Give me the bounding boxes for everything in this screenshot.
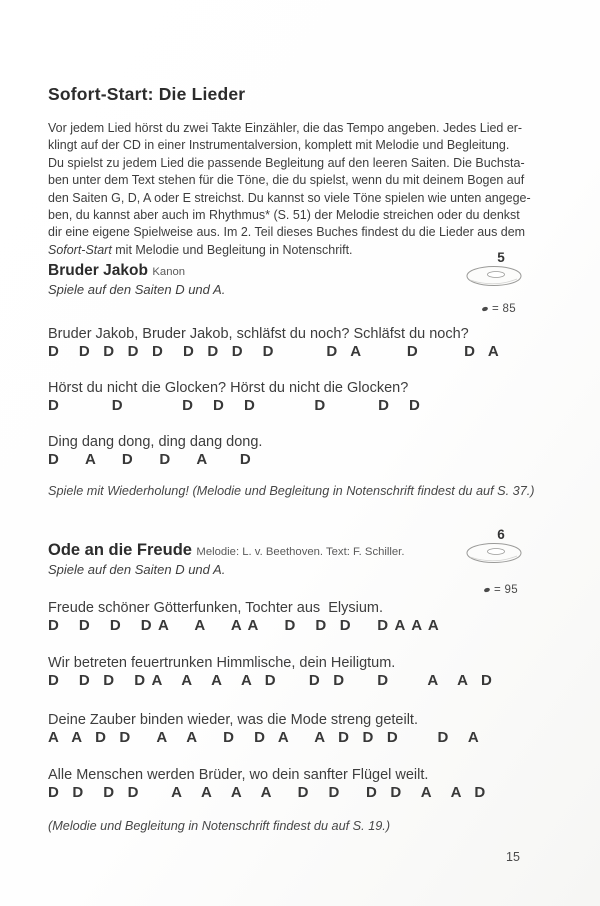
intro-line: ben unter dem Text stehen für die Töne, die du spielst, wenn du mit deinem Bogen auf: [48, 172, 525, 188]
cd-track-number: 6: [497, 527, 505, 542]
intro-line: ben, du kannst aber auch im Rhythmus* (S. 51) der Melodie streichen oder du denkst: [48, 207, 520, 223]
cd-track-badge: [462, 527, 526, 574]
note-letters: D D D D D D D D: [48, 397, 421, 414]
lyric-text: Alle Menschen werden Brüder, wo dein sanfter Flügel weilt.: [48, 767, 429, 783]
song-instruction: Spiele auf den Saiten D und A.: [48, 562, 226, 577]
intro-line: den Saiten G, D, A oder E streichst. Du kannst so viele Töne spielen wie unten angege-: [48, 189, 531, 205]
note-letters: D D D D A A A A D D D D A A D: [48, 784, 486, 801]
lyric-text: Freude schöner Götterfunken, Tochter aus Elysium.: [48, 600, 384, 616]
cd-track-badge: [462, 250, 526, 297]
intro-line-rest: mit Melodie und Begleitung in Notenschrift.: [111, 241, 353, 257]
lyric-line-group: [48, 433, 262, 469]
song-subtitle: Melodie: L. v. Beethoven. Text: F. Schiller.: [196, 546, 405, 558]
intro-book-title: Sofort-Start: [48, 241, 112, 257]
quarter-note-icon: [483, 587, 490, 593]
note-letters: D D D D D D D D D D A D D A: [48, 343, 500, 360]
lyric-line-group: [48, 711, 479, 747]
song-subtitle: Kanon: [152, 266, 186, 278]
tempo-marking: [484, 584, 518, 596]
note-letters: D D D D A A A A D D D D A A A: [48, 617, 440, 634]
tempo-value: = 95: [494, 584, 518, 596]
lyric-text: Ding dang dong, ding dang dong.: [48, 434, 263, 450]
song-title: Bruder Jakob: [48, 262, 148, 279]
note-letters: A A D D A A D D A A D D D D A: [48, 729, 480, 746]
intro-line: dir eine eigene Spielweise aus. Im 2. Teil dieses Buches findest du die Lieder aus dem: [48, 224, 526, 240]
lyric-line-group: [48, 599, 439, 635]
intro-line: Vor jedem Lied hörst du zwei Takte Einzähler, die das Tempo angeben. Jedes Lied er-: [48, 120, 523, 135]
lyric-line-group: [48, 325, 499, 361]
tempo-marking: [482, 303, 516, 315]
song-footer-note: (Melodie und Begleitung in Notenschrift findest du auf S. 19.): [48, 819, 391, 833]
note-letters: D A D D A D: [48, 451, 252, 468]
lyric-text: Deine Zauber binden wieder, was die Mode streng geteilt.: [48, 712, 418, 728]
song-title: Ode an die Freude: [48, 541, 192, 559]
note-letters: D D D D A A A A D D D D A A D: [48, 672, 493, 689]
song-header-bruder-jakob: [48, 262, 225, 297]
lyric-text: Bruder Jakob, Bruder Jakob, schläfst du noch? Schläfst du noch?: [48, 326, 469, 342]
lyric-line-group: [48, 654, 492, 690]
song-header-ode-an-die-freude: [48, 541, 404, 577]
quarter-note-icon: [481, 306, 488, 312]
lyric-line-group: [48, 379, 420, 415]
song-footer-note: Spiele mit Wiederholung! (Melodie und Begleitung in Notenschrift findest du auf S. 37.): [48, 484, 535, 498]
lyric-line-group: [48, 766, 486, 802]
lyric-text: Wir betreten feuertrunken Himmlische, dein Heiligtum.: [48, 655, 396, 671]
cd-icon: [464, 260, 524, 292]
page-number: 15: [506, 850, 520, 864]
intro-line: Du spielst zu jedem Lied die passende Begleitung auf den leeren Saiten. Die Buchsta-: [48, 154, 525, 170]
intro-line: klingt auf der CD in einer Instrumentalversion, komplett mit Melodie und Begleitung.: [48, 137, 510, 153]
song-title-row: [48, 541, 404, 560]
song-title-row: [48, 262, 225, 280]
song-instruction: Spiele auf den Saiten D und A.: [48, 282, 226, 297]
tempo-value: = 85: [492, 303, 516, 315]
cd-icon: [464, 537, 524, 569]
intro-paragraph: [48, 119, 560, 258]
cd-track-number: 5: [497, 250, 505, 265]
page-title: Sofort-Start: Die Lieder: [48, 84, 246, 104]
lyric-text: Hörst du nicht die Glocken? Hörst du nicht die Glocken?: [48, 380, 409, 396]
